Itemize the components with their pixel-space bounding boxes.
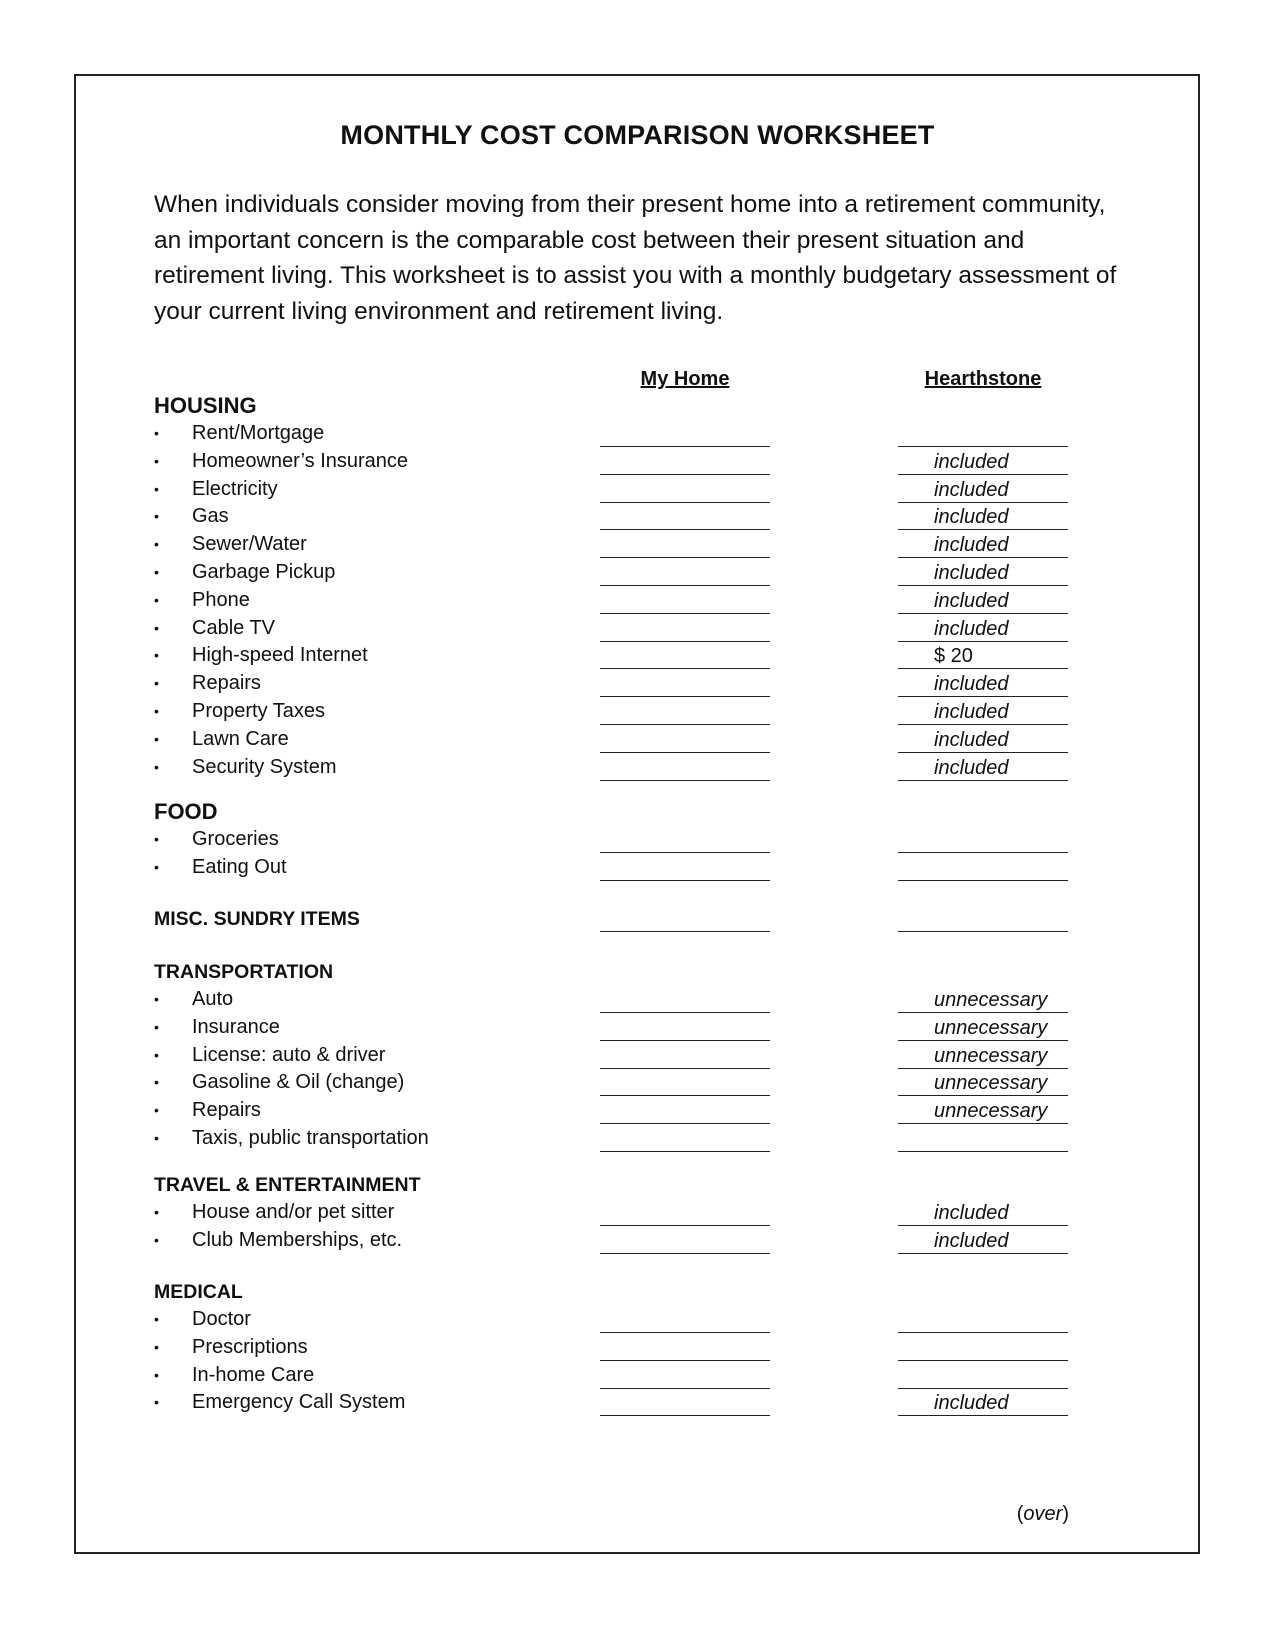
bullet-icon: •	[154, 858, 159, 875]
section-transportation	[154, 958, 1048, 1153]
hearthstone-field[interactable]	[898, 1336, 1068, 1361]
my-home-field[interactable]	[600, 644, 770, 669]
item-list	[154, 986, 1048, 1153]
hearthstone-field[interactable]	[898, 756, 1068, 781]
list-item	[154, 1125, 674, 1153]
section-housing	[154, 392, 1009, 781]
bullet-icon: •	[154, 480, 159, 497]
my-home-field[interactable]	[600, 1016, 770, 1041]
hearthstone-value: included	[934, 1202, 1009, 1224]
list-item	[154, 754, 1009, 782]
hearthstone-field[interactable]	[898, 533, 1068, 558]
hearthstone-field[interactable]	[898, 1308, 1068, 1333]
hearthstone-value: included	[934, 561, 1009, 584]
my-home-field[interactable]	[600, 756, 770, 781]
item-label: Doctor	[192, 1308, 251, 1330]
item-label: Repairs	[192, 1099, 261, 1122]
hearthstone-field[interactable]	[898, 1229, 1068, 1254]
hearthstone-field[interactable]	[898, 1127, 1068, 1152]
bullet-icon: •	[154, 647, 159, 664]
item-label: Phone	[192, 588, 250, 611]
hearthstone-field[interactable]	[898, 1044, 1068, 1069]
hearthstone-field[interactable]	[898, 589, 1068, 614]
list-item	[154, 854, 674, 882]
hearthstone-field[interactable]	[898, 856, 1068, 881]
item-label: Security System	[192, 755, 337, 778]
list-item	[154, 503, 1009, 531]
intro-paragraph: When individuals consider moving from their present home into a retirement community, an important concern is the comparable cost between their present situation and retirement living. This worksheet is to assist you with a monthly budgetary assessment of your current living environment and retirement living.	[154, 191, 1117, 325]
list-item	[154, 1042, 1048, 1070]
section-title: MISC. SUNDRY ITEMS	[154, 908, 360, 930]
section-medical	[154, 1278, 1009, 1417]
list-item	[154, 1199, 1009, 1227]
bullet-icon: •	[154, 591, 159, 608]
list-item	[154, 670, 1009, 698]
item-label: High-speed Internet	[192, 644, 368, 667]
list-item	[154, 698, 1009, 726]
my-home-field[interactable]	[600, 561, 770, 586]
my-home-field[interactable]	[600, 1308, 770, 1333]
item-list	[154, 1306, 1009, 1417]
item-label: Lawn Care	[192, 727, 289, 750]
my-home-field[interactable]	[600, 478, 770, 503]
hearthstone-field[interactable]	[898, 617, 1068, 642]
list-item	[154, 1097, 1048, 1125]
item-label: Rent/Mortgage	[192, 422, 325, 444]
list-item	[154, 476, 1009, 504]
my-home-field[interactable]	[600, 617, 770, 642]
hearthstone-value: included	[934, 728, 1009, 751]
bullet-icon: •	[154, 1231, 159, 1248]
section-title: HOUSING	[154, 393, 257, 418]
my-home-field[interactable]	[600, 589, 770, 614]
bullet-icon: •	[154, 452, 159, 469]
my-home-field[interactable]	[600, 505, 770, 530]
bullet-icon: •	[154, 425, 159, 441]
hearthstone-field[interactable]	[898, 700, 1068, 725]
section-food	[154, 798, 674, 882]
hearthstone-field[interactable]	[898, 1016, 1068, 1041]
bullet-icon: •	[154, 758, 159, 775]
item-label: Eating Out	[192, 855, 287, 878]
hearthstone-field[interactable]	[898, 505, 1068, 530]
item-label: Cable TV	[192, 616, 276, 639]
hearthstone-field[interactable]	[898, 1099, 1068, 1124]
hearthstone-field[interactable]	[898, 828, 1068, 853]
hearthstone-value: included	[934, 756, 1009, 779]
item-label: Gas	[192, 505, 229, 528]
hearthstone-value: included	[934, 617, 1009, 640]
bullet-icon: •	[154, 1046, 159, 1063]
bullet-icon: •	[154, 702, 159, 719]
my-home-field[interactable]	[600, 1229, 770, 1254]
my-home-field[interactable]	[600, 533, 770, 558]
item-label: Homeowner’s Insurance	[192, 449, 409, 472]
list-item	[154, 420, 674, 448]
bullet-icon: •	[154, 1074, 159, 1091]
my-home-field[interactable]	[600, 1099, 770, 1124]
column-header-my-home: My Home	[640, 368, 730, 390]
item-label: License: auto & driver	[192, 1043, 386, 1066]
bullet-icon: •	[154, 730, 159, 747]
hearthstone-value: included	[934, 450, 1009, 473]
my-home-field[interactable]	[600, 907, 770, 932]
item-label: House and/or pet sitter	[192, 1201, 395, 1223]
hearthstone-field[interactable]	[898, 478, 1068, 503]
list-item	[154, 559, 1009, 587]
item-label: In-home Care	[192, 1363, 315, 1386]
item-label: Emergency Call System	[192, 1391, 406, 1414]
hearthstone-field[interactable]	[898, 907, 1068, 932]
bullet-icon: •	[154, 1204, 159, 1220]
item-label: Sewer/Water	[192, 533, 307, 556]
item-label: Garbage Pickup	[192, 560, 336, 583]
item-label: Groceries	[192, 828, 279, 850]
hearthstone-value: included	[934, 673, 1009, 696]
list-item	[154, 1014, 1048, 1042]
my-home-field[interactable]	[600, 700, 770, 725]
hearthstone-field[interactable]	[898, 561, 1068, 586]
my-home-field[interactable]	[600, 856, 770, 881]
section-title: FOOD	[154, 799, 218, 824]
my-home-field[interactable]	[600, 988, 770, 1013]
list-item	[154, 1227, 1009, 1255]
hearthstone-field[interactable]	[898, 422, 1068, 447]
item-label: Prescriptions	[192, 1335, 308, 1358]
hearthstone-value: unnecessary	[934, 1100, 1048, 1123]
my-home-field[interactable]	[600, 450, 770, 475]
bullet-icon: •	[154, 1018, 159, 1035]
item-label: Auto	[192, 988, 234, 1010]
my-home-field[interactable]	[600, 1391, 770, 1416]
list-item	[154, 1069, 1048, 1097]
my-home-field[interactable]	[600, 1336, 770, 1361]
section-title: TRANSPORTATION	[154, 961, 334, 983]
bullet-icon: •	[154, 675, 159, 692]
item-label: Property Taxes	[192, 699, 326, 722]
hearthstone-value: unnecessary	[934, 1016, 1048, 1039]
list-item	[154, 1306, 674, 1334]
item-list	[154, 1199, 1009, 1255]
hearthstone-field[interactable]	[898, 644, 1068, 669]
hearthstone-field[interactable]	[898, 728, 1068, 753]
list-item	[154, 826, 674, 854]
section-title: MEDICAL	[154, 1281, 243, 1303]
my-home-field[interactable]	[600, 1201, 770, 1226]
hearthstone-field[interactable]	[898, 672, 1068, 697]
bullet-icon: •	[154, 563, 159, 580]
hearthstone-value: included	[934, 478, 1009, 501]
hearthstone-field[interactable]	[898, 450, 1068, 475]
my-home-field[interactable]	[600, 728, 770, 753]
list-item	[154, 726, 1009, 754]
hearthstone-field[interactable]	[898, 1201, 1068, 1226]
list-item	[154, 986, 1048, 1014]
item-list	[154, 826, 674, 882]
my-home-field[interactable]	[600, 1364, 770, 1389]
my-home-field[interactable]	[600, 1071, 770, 1096]
hearthstone-field[interactable]	[898, 988, 1068, 1013]
bullet-icon: •	[154, 1102, 159, 1119]
item-label: Gasoline & Oil (change)	[192, 1071, 405, 1094]
list-item	[154, 448, 1009, 476]
item-label: Electricity	[192, 477, 278, 500]
my-home-field[interactable]	[600, 672, 770, 697]
section-title: TRAVEL & ENTERTAINMENT	[154, 1174, 421, 1196]
list-item	[154, 642, 973, 670]
bullet-icon: •	[154, 1366, 159, 1383]
list-item	[154, 615, 1009, 643]
hearthstone-value: included	[934, 534, 1009, 557]
misc-row	[154, 905, 674, 933]
list-item	[154, 1389, 1009, 1417]
hearthstone-value: included	[934, 589, 1009, 612]
hearthstone-value: included	[934, 700, 1009, 723]
item-label: Insurance	[192, 1015, 280, 1038]
page-title: MONTHLY COST COMPARISON WORKSHEET	[340, 120, 935, 150]
bullet-icon: •	[154, 1394, 159, 1411]
bullet-icon: •	[154, 508, 159, 525]
column-header-hearthstone: Hearthstone	[924, 368, 1042, 390]
section-misc	[154, 905, 674, 933]
list-item	[154, 1362, 674, 1390]
my-home-field[interactable]	[600, 1127, 770, 1152]
hearthstone-value: unnecessary	[934, 1044, 1048, 1067]
hearthstone-value: $ 20	[934, 645, 973, 668]
hearthstone-value: included	[934, 1229, 1009, 1252]
page-footer-over: (over)	[1016, 1503, 1069, 1525]
item-list	[154, 420, 1009, 781]
list-item	[154, 1334, 674, 1362]
hearthstone-value: included	[934, 1392, 1009, 1415]
hearthstone-value: unnecessary	[934, 989, 1048, 1011]
hearthstone-field[interactable]	[898, 1364, 1068, 1389]
item-label: Club Memberships, etc.	[192, 1228, 403, 1251]
my-home-field[interactable]	[600, 1044, 770, 1069]
bullet-icon: •	[154, 1129, 159, 1146]
hearthstone-field[interactable]	[898, 1391, 1068, 1416]
hearthstone-value: unnecessary	[934, 1072, 1048, 1095]
list-item	[154, 587, 1009, 615]
bullet-icon: •	[154, 1338, 159, 1355]
bullet-icon: •	[154, 1311, 159, 1327]
list-item	[154, 531, 1009, 559]
section-travel	[154, 1171, 1009, 1255]
my-home-field[interactable]	[600, 422, 770, 447]
bullet-icon: •	[154, 536, 159, 553]
bullet-icon: •	[154, 991, 159, 1007]
bullet-icon: •	[154, 619, 159, 636]
hearthstone-value: included	[934, 506, 1009, 529]
item-label: Taxis, public transportation	[192, 1126, 429, 1149]
item-label: Repairs	[192, 672, 261, 695]
bullet-icon: •	[154, 831, 159, 847]
my-home-field[interactable]	[600, 828, 770, 853]
hearthstone-field[interactable]	[898, 1071, 1068, 1096]
